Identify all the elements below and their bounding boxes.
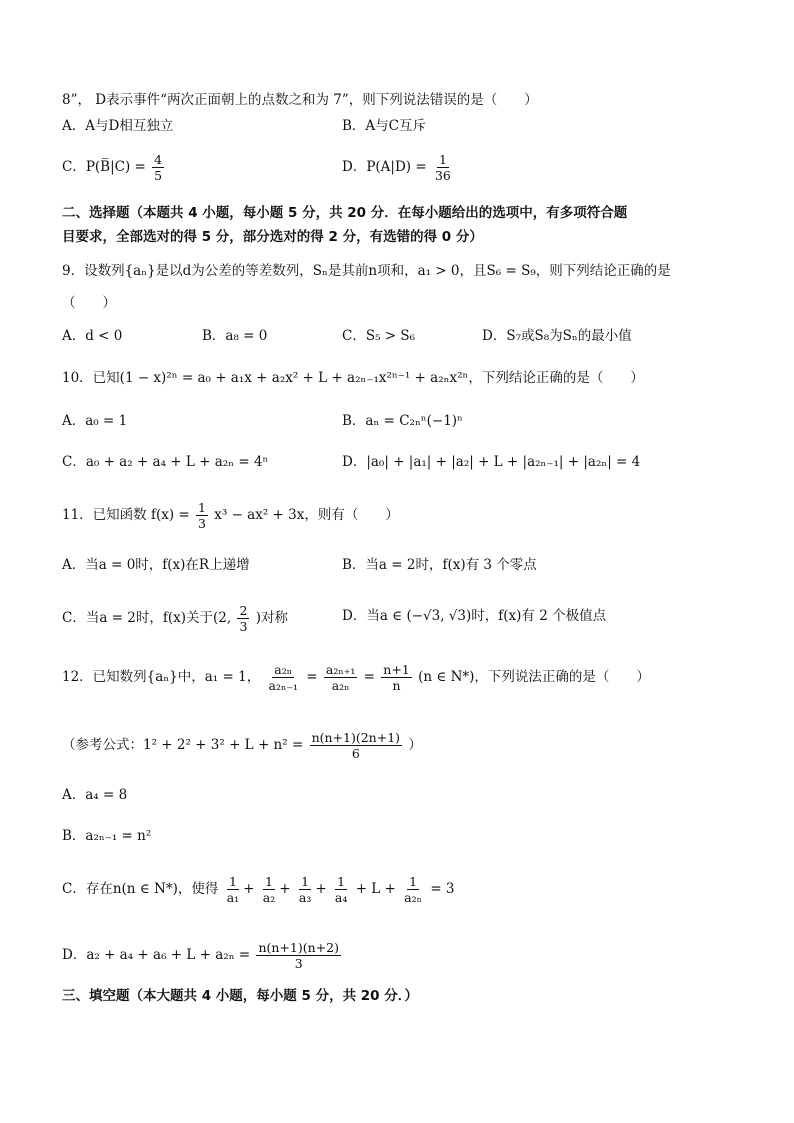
q12-ratio-3 [381, 662, 411, 693]
fraction-numerator: a₂ₙ [274, 662, 293, 677]
q12-ratio-2 [324, 662, 357, 693]
q11-option-b: B．当a = 2时，f(x)有 3 个零点 [342, 557, 537, 573]
q8-option-c-expr: C．P(B̅|C) = [62, 159, 146, 175]
q12-option-c: C．存在n(n ∈ N*)，使得 $\frac{1}{\text{a₁}}$ + $\frac{1}{\text{a₂}}$ + $\frac{1}{\text{a₃}}$ + $\frac{1}{\text{a₄}}$ + L + $\frac{1}{\text{a₂ₙ}}$ = 3 [62, 874, 455, 905]
q12-c-frac-3 [297, 874, 313, 905]
q12-ref-prefix: （参考公式：1² + 2² + 3² + L + n² = [62, 737, 304, 753]
fraction-numerator: 1 [198, 500, 206, 515]
q8-option-c-fraction [152, 152, 164, 183]
fraction-denominator: a₃ [298, 890, 312, 905]
q8-stem-tail: 8”， D表示事件“两次正面朝上的点数之和为 7”，则下列说法错误的是（ ） [62, 92, 538, 108]
fraction-numerator: 1 [228, 874, 237, 889]
q12-option-d-fraction [256, 940, 341, 971]
q9-option-c: C．S₅ > S₆ [342, 328, 416, 344]
q12-stem-prefix: 12．已知数列{aₙ}中，a₁ = 1， [62, 669, 261, 685]
q12-ratio-1 [267, 662, 300, 693]
q11-option-d: D．当a ∈ (−√3, √3)时，f(x)有 2 个极值点 [342, 608, 607, 624]
q8-option-c [62, 152, 166, 183]
q9-option-b: B．a₈ = 0 [202, 328, 268, 344]
fraction-denominator: a₂ₙ [331, 678, 350, 693]
fraction-numerator: 1 [301, 874, 310, 889]
fraction-numerator: 1 [337, 874, 346, 889]
q12-option-d [62, 940, 343, 971]
fraction-numerator: 1 [265, 874, 273, 889]
fraction-denominator: 36 [434, 168, 451, 183]
fraction-denominator: a₂ [262, 890, 276, 905]
q9-option-a: A．d < 0 [62, 328, 123, 344]
q8-option-d-fraction [433, 152, 453, 183]
fraction-numerator: 4 [154, 152, 163, 167]
fraction-numerator: n+1 [383, 662, 410, 677]
section3-heading: 三、填空题（本大题共 4 小题，每小题 5 分，共 20 分．） [62, 988, 419, 1004]
fraction-denominator: 6 [351, 746, 360, 761]
q10-option-a: A．a₀ = 1 [62, 413, 128, 429]
fraction-denominator: a₄ [334, 890, 348, 905]
q11-option-c-suffix: )对称 [255, 610, 288, 626]
q8-option-d [342, 152, 455, 183]
fraction-denominator: a₂ₙ₋₁ [268, 678, 298, 693]
q12-option-b: B．a₂ₙ₋₁ = n² [62, 828, 152, 844]
fraction-numerator: 1 [409, 874, 418, 889]
q11-stem-prefix: 11．已知函数 f(x) = [62, 507, 190, 523]
q9-stem: 9．设数列{aₙ}是以d为公差的等差数列，Sₙ是其前n项和，a₁ > 0，且S₆ = S₉，则下列结论正确的是 [62, 263, 671, 279]
q10-stem: 10．已知(1 − x)²ⁿ = a₀ + a₁x + a₂x² + L + a₂ₙ₋₁x²ⁿ⁻¹ + a₂ₙx²ⁿ，下列结论正确的是（ ） [62, 370, 644, 386]
q12-c-frac-2 [261, 874, 277, 905]
q8-option-a: A．A与D相互独立 [62, 118, 174, 134]
q12-reference-formula [62, 730, 422, 761]
fraction-numerator: 1 [438, 152, 447, 167]
fraction-numerator: a₂ₙ₊₁ [325, 662, 356, 677]
q12-ref-fraction [310, 730, 402, 761]
fraction-denominator: a₂ₙ [404, 890, 423, 905]
fraction-numerator: 2 [239, 603, 248, 618]
fraction-denominator: 3 [239, 619, 248, 634]
section2-heading-line2: 目要求，全部选对的得 5 分，部分选对的得 2 分，有选错的得 0 分） [62, 229, 483, 245]
q12-stem-suffix: (n ∈ N*)，下列说法正确的是（ ） [418, 669, 650, 685]
q11-option-a: A．当a = 0时，f(x)在R上递增 [62, 557, 250, 573]
fraction-denominator: 3 [294, 956, 303, 971]
equals-sign: = [363, 669, 375, 685]
q12-c-frac-1 [225, 874, 241, 905]
q12-option-c-prefix: C．存在n(n ∈ N*)，使得 [62, 881, 219, 897]
fraction-denominator: 5 [154, 168, 163, 183]
q11-option-c [62, 603, 288, 634]
q11-stem-suffix: x³ − ax² + 3x，则有（ ） [214, 507, 399, 523]
q12-stem [62, 662, 650, 693]
q10-option-b: B．aₙ = C₂ₙⁿ(−1)ⁿ [342, 413, 463, 429]
fraction-numerator: n(n+1)(2n+1) [311, 730, 401, 745]
equals-sign: = [306, 669, 318, 685]
fraction-denominator: a₁ [226, 890, 240, 905]
q11-option-c-fraction [237, 603, 249, 634]
q11-stem [62, 500, 399, 531]
q11-stem-fraction [196, 500, 208, 531]
q9-answer-paren: （ ） [62, 295, 116, 311]
fraction-denominator: n [392, 678, 401, 693]
fraction-denominator: 3 [198, 516, 206, 531]
q12-c-ellipsis: + L + [355, 881, 396, 897]
q12-c-frac-last [402, 874, 424, 905]
q12-option-a: A．a₄ = 8 [62, 787, 128, 803]
q10-option-c: C．a₀ + a₂ + a₄ + L + a₂ₙ = 4ⁿ [62, 454, 269, 470]
q12-c-frac-4 [333, 874, 349, 905]
section2-heading-line1: 二、选择题（本题共 4 小题，每小题 5 分，共 20 分．在每小题给出的选项中，有多项符合题 [62, 205, 628, 221]
q10-option-d: D．|a₀| + |a₁| + |a₂| + L + |a₂ₙ₋₁| + |a₂ₙ| = 4 [342, 454, 641, 470]
q12-option-d-prefix: D．a₂ + a₄ + a₆ + L + a₂ₙ = [62, 947, 251, 963]
q11-option-c-prefix: C．当a = 2时，f(x)关于(2, [62, 610, 232, 626]
q9-option-d: D．S₇或S₈为Sₙ的最小值 [482, 328, 632, 344]
q8-option-d-expr: D．P(A|D) = [342, 159, 427, 175]
q12-ref-suffix: ） [408, 737, 422, 753]
fraction-numerator: n(n+1)(n+2) [258, 940, 339, 955]
q8-option-b: B．A与C互斥 [342, 118, 426, 134]
q12-option-c-suffix: = 3 [430, 881, 455, 897]
